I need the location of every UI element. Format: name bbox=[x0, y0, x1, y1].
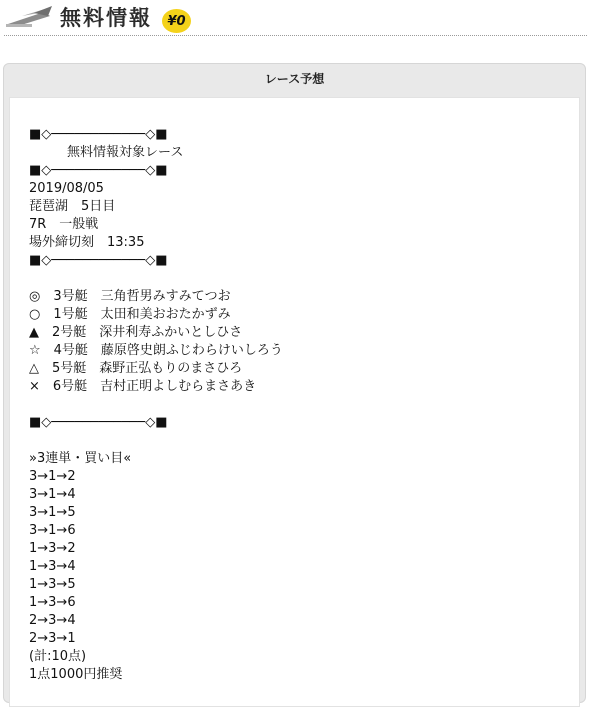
race-number: 7R 一般戦 bbox=[29, 217, 99, 232]
bet-item: 2→3→4 bbox=[29, 613, 76, 628]
bet-item: 2→3→1 bbox=[29, 631, 76, 646]
bet-item: 1→3→6 bbox=[29, 595, 76, 610]
bet-item: 1→3→5 bbox=[29, 577, 76, 592]
race-prediction-panel bbox=[3, 63, 586, 703]
header-divider bbox=[4, 35, 587, 36]
page-title: 無料情報 bbox=[60, 6, 152, 30]
race-deadline: 場外締切刻 13:35 bbox=[29, 235, 145, 250]
page-header bbox=[0, 0, 591, 40]
prediction-item: ▲ 2号艇 深井利寿ふかいとしひさ bbox=[29, 325, 243, 340]
bet-item: 3→1→2 bbox=[29, 469, 76, 484]
paper-plane-icon bbox=[4, 4, 54, 30]
bet-item: 1→3→2 bbox=[29, 541, 76, 556]
bets-total: (計:10点) bbox=[29, 649, 87, 664]
bets-heading: »3連単・買い目« bbox=[29, 451, 132, 466]
panel-title: レース予想 bbox=[264, 72, 325, 86]
bet-item: 1→3→4 bbox=[29, 559, 76, 574]
price-badge: ¥0 bbox=[162, 9, 191, 33]
race-venue-day: 琵琶湖 5日目 bbox=[29, 199, 116, 214]
divider-line: ■◇────────────◇■ bbox=[29, 163, 168, 178]
prediction-item: ○ 1号艇 太田和美おおたかずみ bbox=[29, 307, 231, 322]
prediction-content bbox=[29, 126, 569, 684]
bet-item: 3→1→5 bbox=[29, 505, 76, 520]
prediction-item: △ 5号艇 森野正弘もりのまさひろ bbox=[29, 361, 243, 376]
bet-item: 3→1→6 bbox=[29, 523, 76, 538]
divider-line: ■◇────────────◇■ bbox=[29, 415, 168, 430]
race-date: 2019/08/05 bbox=[29, 181, 104, 196]
bet-recommendation: 1点1000円推奨 bbox=[29, 667, 123, 682]
panel-body bbox=[9, 97, 580, 707]
bet-item: 3→1→4 bbox=[29, 487, 76, 502]
target-race-label: 無料情報対象レース bbox=[67, 145, 184, 160]
divider-line: ■◇────────────◇■ bbox=[29, 127, 168, 142]
prediction-item: ◎ 3号艇 三角哲男みすみてつお bbox=[29, 289, 231, 304]
prediction-item: ☆ 4号艇 藤原啓史朗ふじわらけいしろう bbox=[29, 343, 283, 358]
prediction-item: × 6号艇 吉村正明よしむらまさあき bbox=[29, 379, 257, 394]
divider-line: ■◇────────────◇■ bbox=[29, 253, 168, 268]
